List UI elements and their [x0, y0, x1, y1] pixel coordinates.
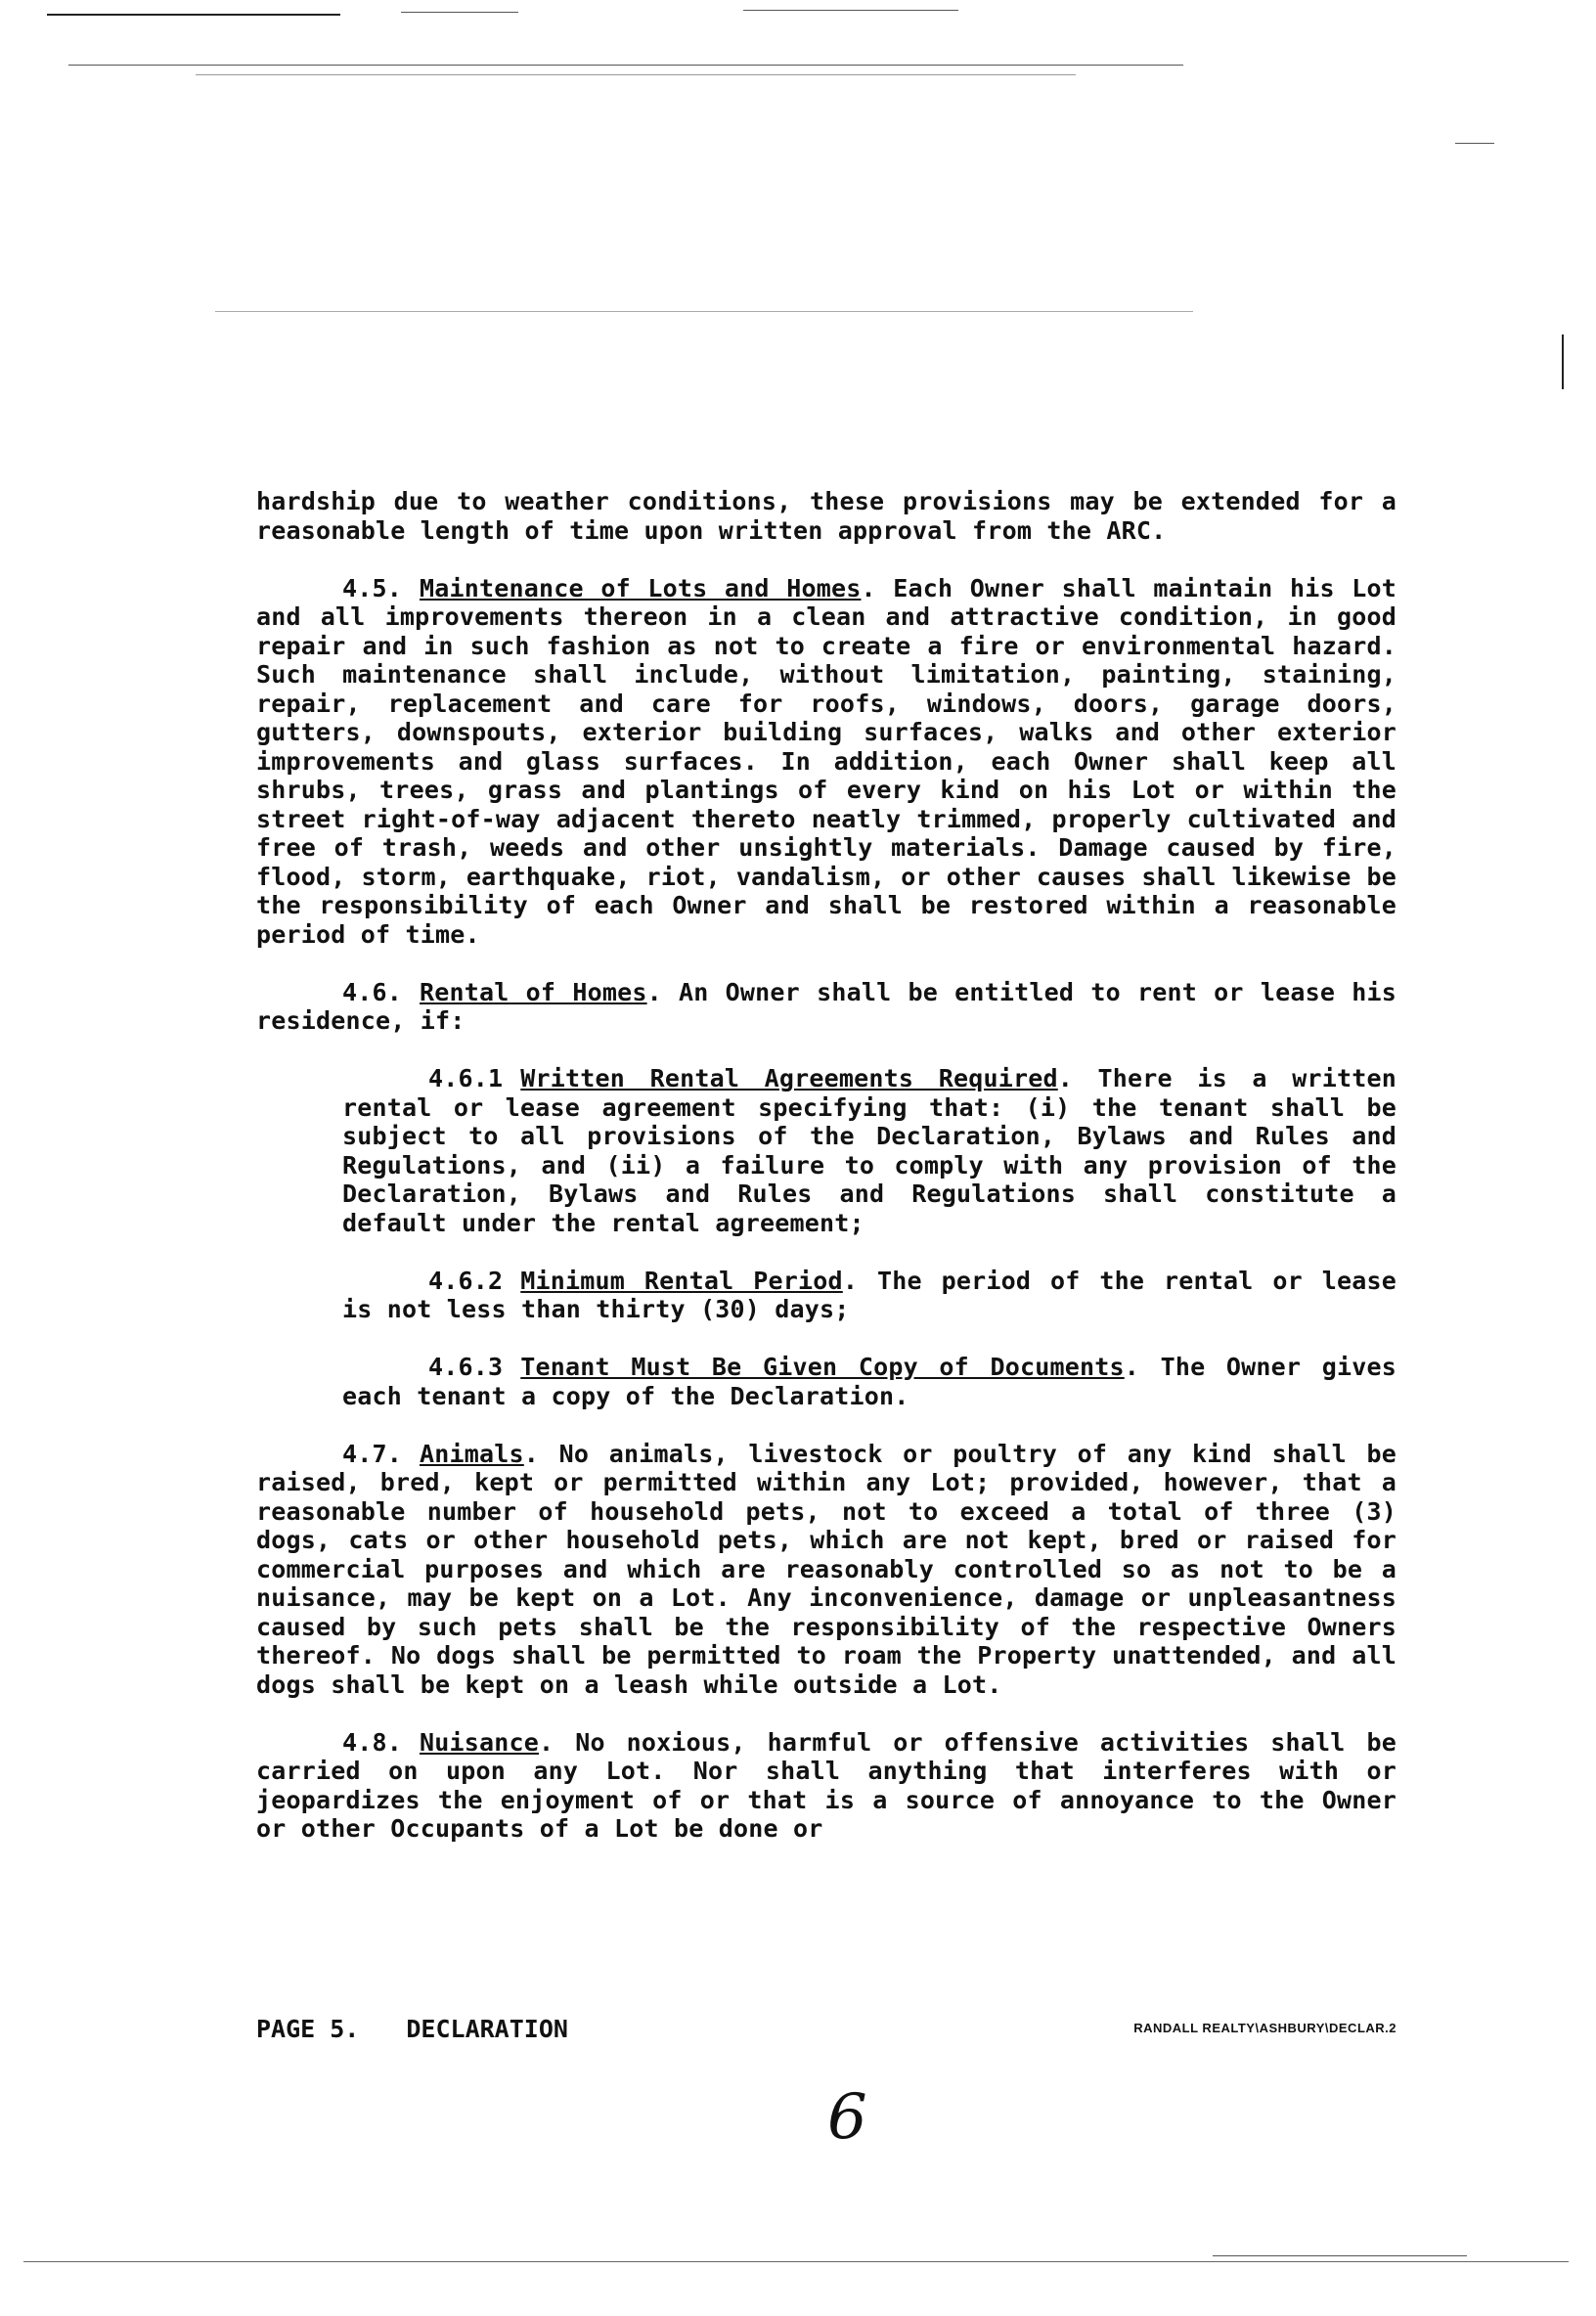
- section-4-8: [256, 1728, 1396, 1844]
- subsection-number: 4.6.2: [428, 1266, 504, 1295]
- scan-artifact: [743, 10, 958, 11]
- scan-artifact: [47, 14, 340, 16]
- subsection-text: . The Owner gives each tenant a copy of the Declaration.: [342, 1353, 1396, 1410]
- subsection-4-6-1: [342, 1064, 1396, 1237]
- subsection-text: . There is a written rental or lease agreement specifying that: (i) the tenant shall be subject to all provisions of the Declaration, Bylaws and Rules and Regulations, and (ii) a failure to comply with any provision of the Declaration, Bylaws and Rules and Regulations shall constitute a default under the rental agreement;: [342, 1064, 1396, 1237]
- handwritten-page-number: 6: [827, 2081, 867, 2154]
- subsection-heading: Tenant Must Be Given Copy of Documents: [520, 1353, 1125, 1381]
- section-4-5: [256, 574, 1396, 950]
- section-heading: Maintenance of Lots and Homes: [420, 573, 862, 602]
- section-text: . Each Owner shall maintain his Lot and all improvements thereon in a clean and attractive condition, in good repair and in such fashion as not to create a fire or environmental hazard. Such maintenance shall include, without limitation, painting, staining, repair, replacement and care for roofs, windows, doors, garage doors, gutters, downspouts, exterior building surfaces, walks and other exterior improvements and glass surfaces. In addition, each Owner shall keep all shrubs, trees, grass and plantings of every kind on his Lot or within the street right-of-way adjacent thereto neatly trimmed, properly cultivated and free of trash, weeds and other unsightly materials. Damage caused by fire, flood, storm, earthquake, riot, vandalism, or other causes shall likewise be the responsibility of each Owner and shall be restored within a reasonable period of time.: [256, 573, 1396, 949]
- scan-artifact: [1455, 143, 1494, 144]
- document-body: [256, 487, 1396, 1872]
- footer-page-label: PAGE 5.: [256, 2015, 360, 2043]
- section-number: 4.5.: [342, 573, 403, 602]
- section-number: 4.7.: [342, 1439, 403, 1468]
- footer-doc-title: DECLARATION: [406, 2015, 568, 2043]
- subsection-text: . The period of the rental or lease is not less than thirty (30) days;: [342, 1266, 1397, 1323]
- scan-artifact: [1562, 334, 1564, 389]
- subsection-heading: Minimum Rental Period: [520, 1266, 843, 1295]
- section-heading: Animals: [420, 1439, 524, 1468]
- subsection-4-6-2: [342, 1267, 1396, 1324]
- section-heading: Nuisance: [420, 1727, 540, 1757]
- scan-artifact: [1213, 2255, 1467, 2256]
- footer-file-code: RANDALL REALTY\ASHBURY\DECLAR.2: [1133, 2021, 1396, 2035]
- subsection-number: 4.6.1: [428, 1064, 504, 1092]
- scan-artifact: [23, 2261, 1569, 2262]
- section-text: . No animals, livestock or poultry of any kind shall be raised, bred, kept or permitted within any Lot; provided, however, that a reasonable number of household pets, not to exceed a total of three (3) dogs, cats or other household pets, which are not kept, bred or raised for commercial purposes and which are reasonably controlled so as not to be a nuisance, may be kept on a Lot. Any inconvenience, damage or unpleasantness caused by such pets shall be the responsibility of the respective Owners thereof. No dogs shall be permitted to roam the Property unattended, and all dogs shall be kept on a leash while outside a Lot.: [256, 1439, 1396, 1699]
- section-text: . An Owner shall be entitled to rent or lease his residence, if:: [256, 977, 1396, 1035]
- subsection-heading: Written Rental Agreements Required: [520, 1064, 1058, 1092]
- scan-artifact: [215, 311, 1193, 312]
- scan-artifact: [401, 12, 518, 13]
- section-4-6: [256, 978, 1396, 1036]
- section-4-7: [256, 1440, 1396, 1700]
- subsection-4-6-3: [342, 1353, 1396, 1410]
- subsection-number: 4.6.3: [428, 1353, 504, 1381]
- scan-artifact: [196, 74, 1076, 75]
- paragraph-intro: hardship due to weather conditions, these provisions may be extended for a reasonable length of time upon written approval from the ARC.: [256, 487, 1396, 545]
- section-number: 4.8.: [342, 1727, 403, 1757]
- section-heading: Rental of Homes: [420, 977, 647, 1006]
- section-number: 4.6.: [342, 977, 403, 1006]
- section-text: . No noxious, harmful or offensive activities shall be carried on upon any Lot. Nor shall anything that interferes with or jeopardizes the enjoyment of or that is a source of annoyance to the Owner or other Occupants of a Lot be done or: [256, 1727, 1396, 1843]
- scan-artifact: [68, 65, 1183, 66]
- page-footer: [256, 2015, 1396, 2043]
